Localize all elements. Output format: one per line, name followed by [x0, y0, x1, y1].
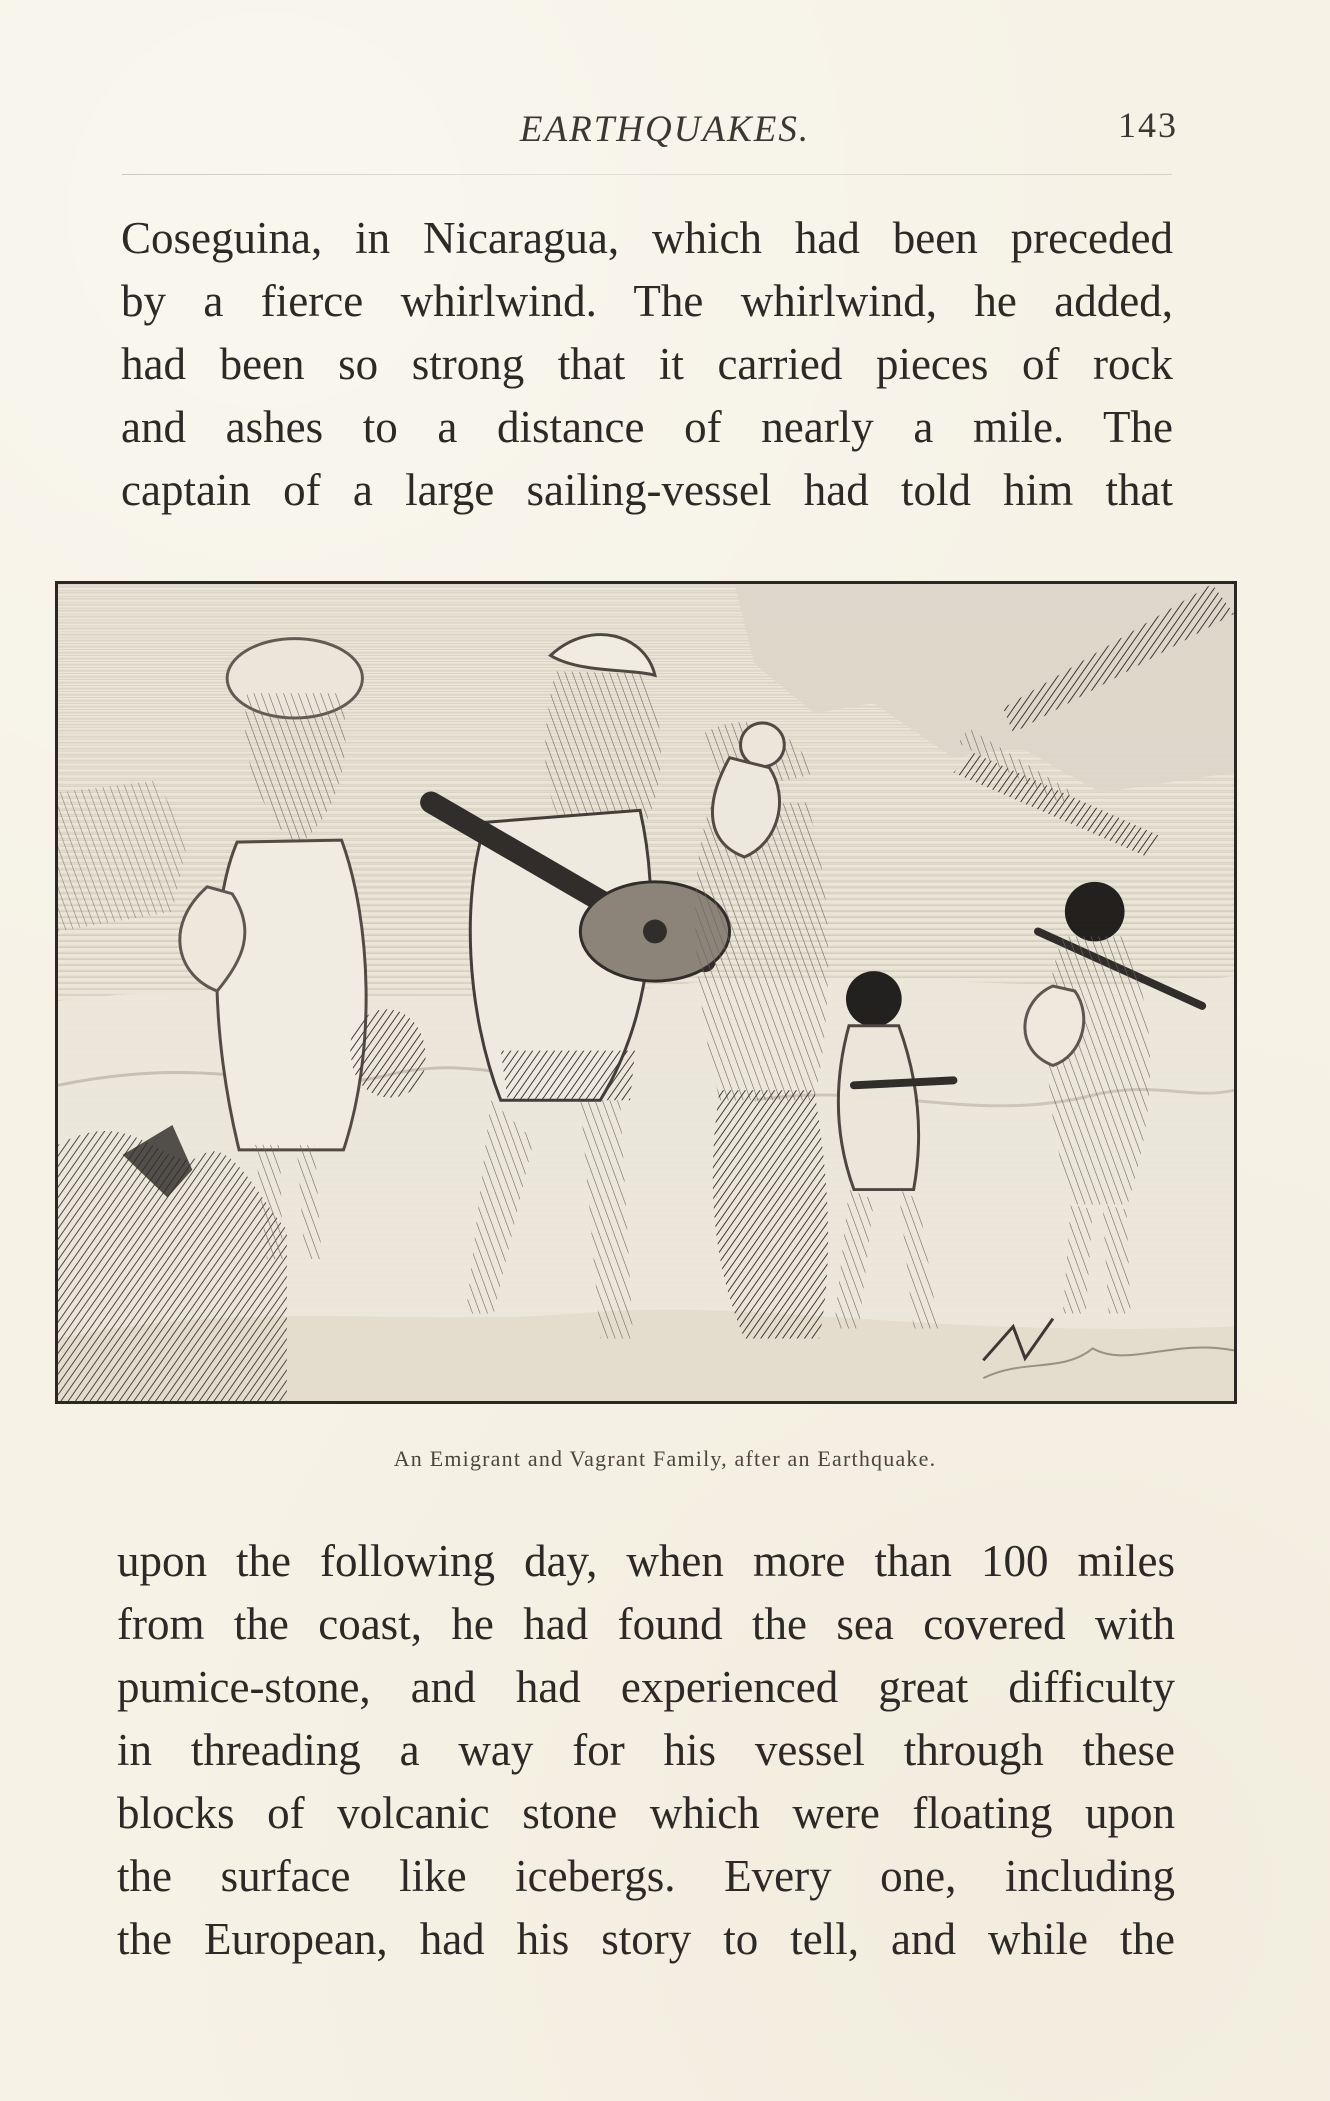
text-line: in threading a way for his vessel through these — [117, 1725, 1175, 1775]
text-line: upon the following day, when more than 100 miles — [117, 1536, 1175, 1586]
text-line: and ashes to a distance of nearly a mile. The — [121, 402, 1173, 452]
header-rule — [122, 174, 1172, 175]
figure-caption: An Emigrant and Vagrant Family, after an Earthquake. — [393, 1446, 937, 1471]
text-line: the European, had his story to tell, and while the — [117, 1914, 1175, 1964]
engraving-illustration — [55, 581, 1237, 1404]
text-line: pumice-stone, and had experienced great difficulty — [117, 1662, 1175, 1712]
text-line: by a fierce whirlwind. The whirlwind, he added, — [121, 276, 1173, 326]
text-line: had been so strong that it carried pieces of rock — [121, 339, 1173, 389]
text-line: captain of a large sailing-vessel had told him that — [121, 465, 1173, 515]
paragraph-bottom — [117, 1530, 1175, 1971]
text-line: blocks of volcanic stone which were floating upon — [117, 1788, 1175, 1838]
text-line: Coseguina, in Nicaragua, which had been preceded — [121, 213, 1173, 263]
text-line: from the coast, he had found the sea covered with — [117, 1599, 1175, 1649]
page-number: 143 — [1118, 105, 1178, 145]
running-head: EARTHQUAKES. — [519, 109, 811, 150]
text-line: the surface like icebergs. Every one, including — [117, 1851, 1175, 1901]
paragraph-top — [121, 207, 1173, 522]
